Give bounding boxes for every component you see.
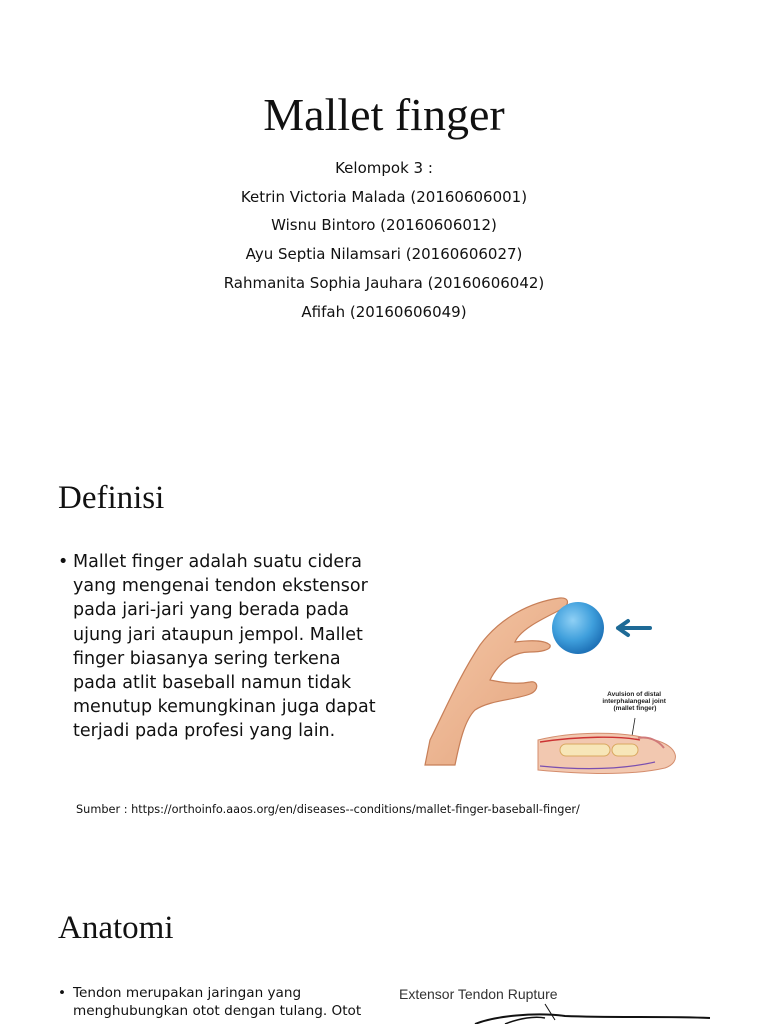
author-line: Afifah (20160606049) xyxy=(301,302,467,321)
figure-label: Extensor Tendon Rupture xyxy=(399,986,558,1002)
section-title: Anatomi xyxy=(58,910,174,946)
author-line: Wisnu Bintoro (20160606012) xyxy=(271,216,497,235)
bullet-text: Mallet finger adalah suatu cidera yang mengenai tendon ekstensor pada jari-jari yang berada pada ujung jari ataupun jempol. Mallet finger biasanya sering terkena pada atlit baseball namun tidak menutup kemungkinan juga dapat terjadi pada profesi yang lain. xyxy=(73,552,376,742)
ball-icon xyxy=(552,602,604,654)
author-line: Ketrin Victoria Malada (20160606001) xyxy=(240,187,528,206)
arrow-icon xyxy=(618,621,650,635)
author-line: Rahmanita Sophia Jauhara (20160606042) xyxy=(223,273,545,292)
anatomy-slide xyxy=(0,870,768,1024)
section-title: Definisi xyxy=(58,480,165,516)
author-line: Ayu Septia Nilamsari (20160606027) xyxy=(245,245,523,264)
tendon-rupture-illustration xyxy=(395,982,725,1024)
bullet-icon: • xyxy=(58,552,69,572)
bullet-text: Tendon merupakan jaringan yang menghubungkan otot dengan tulang. Otot xyxy=(73,985,362,1019)
figure-label: Avulsion of distal interphalangeal joint (mallet finger) xyxy=(602,691,666,712)
source-citation: Sumber : https://orthoinfo.aaos.org/en/diseases--conditions/mallet-finger-baseball-finger/ xyxy=(76,803,580,816)
mallet-finger-illustration xyxy=(420,590,682,780)
bullet-item xyxy=(58,550,388,744)
presentation-title: Mallet finger xyxy=(263,89,505,140)
bullet-item xyxy=(58,984,378,1020)
bullet-icon: • xyxy=(58,985,67,1001)
author-list xyxy=(0,154,768,326)
title-slide xyxy=(0,0,768,440)
definition-slide xyxy=(0,440,768,870)
author-line: Kelompok 3 : xyxy=(335,159,433,177)
